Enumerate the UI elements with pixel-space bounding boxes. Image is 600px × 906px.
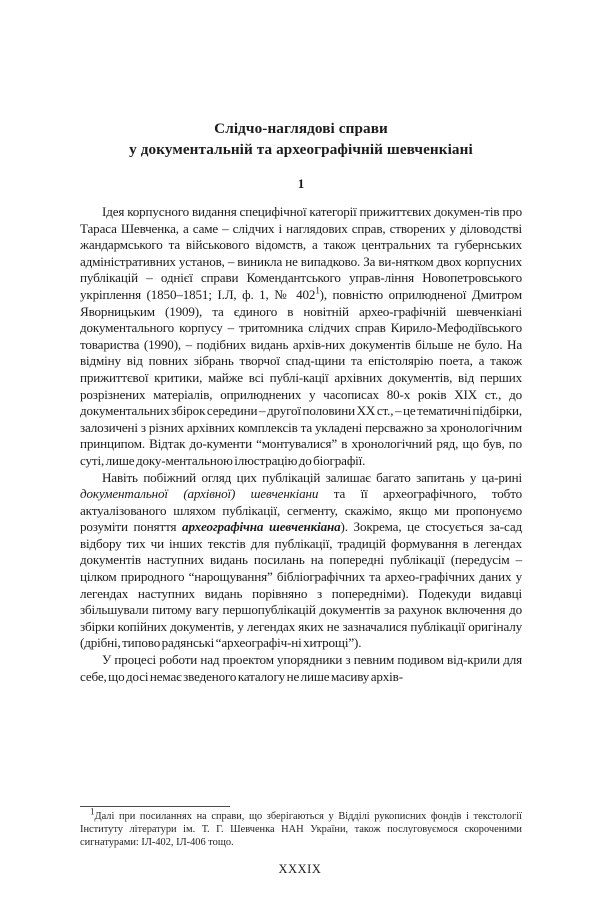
title-line-2: у документальній та археографічній шевченкіані [129,141,473,158]
footnote-divider [80,806,230,807]
footnote-marker-inline: 1 [315,285,320,296]
paragraph-2: Навіть побіжний огляд цих публікацій залишає багато запитань у ца-рині документальної (архівної) шевченкіани та її археографічного, тобто актуалізованого шляхом публікації, сегменту, скажімо, якщо ми пропонуємо розуміти поняття археографічна шевченкіана). Зокрема, це стосується за-сад відбору тих чи інших текстів для публікації, традицій формування в легендах документів наступних видань посилань на попередні публікації (передусім – цілком природного “нарощування” бібліографічних та архео-графічних даних у легендах наступних видань порівняно з попередніми). Подекуди видавці збільшували питому вагу першопублікацій документів за рахунок включення до збірки копійних документів, у легендах яких не зазначалися публікації оригіналу (дрібні, типово радянські “археографіч-ні хитрощі”). [80,469,522,651]
body-text [80,204,522,685]
title-line-1: Слідчо-наглядові справи [214,120,388,137]
footnote-body: Далі при посиланнях на справи, що зберігаються у Відділі рукописних фондів і текстології Інституту літератури ім. Т. Г. Шевченка НАН України, також послуговуємося скороченими сигнатурами: ІЛ-402, ІЛ-406 тощо. [80,811,522,849]
paragraph-1: Ідея корпусного видання специфічної категорії прижиттєвих докумен-тів про Тараса Шевченка, а саме – слідчих і наглядових справ, створених у діловодстві жандармського та військового відомств, а також центральних та губернських адміністративних установ, – виникла не випадково. За ви-нятком двох корпусних публікацій – однієї справи Комендантського управ-ління Новопетровського укріплення (1850–1851; І.Л, ф. 1, № $402^1$), повністю оприлюдненої Дмитром Яворницьким (1909), та єдиного в новітній архео-графічній шевченкіані документального корпусу – тритомника слідчих справ Кирило-Мефодіївського товариства (1990), – подібних видань архів-них документів більше не було. На відміну від повних зібрань творчої спад-щини та епістолярію поета, а також прижиттєвої критики, майже всі публі-кації архівних документів, від перших розрізнених матеріалів, оприлюднених у часописах 80-х років ХІХ ст., до документальних збірок середини – другої половини ХХ ст., – це тематичні підбірки, залозичені з різних архівних комплексів та укладені персважно за хронологічним принципом. Відтак до-кументи “монтувалися” в хронологічний ряд, що був, по суті, лише доку-ментальною ілюстрацію до біографії. [80,204,522,468]
section-number: 1 [297,176,305,191]
footnote-text [80,806,522,850]
page-title [80,118,522,160]
paragraph-3: У процесі роботи над проектом упорядники з певним подивом від-крили для себе, що досі немає зведеного каталогу не лише масиву архів- [80,652,522,684]
footnote-number: 1 [90,806,95,817]
page-number: XXXIX [278,862,322,876]
footnote-area [80,806,522,850]
